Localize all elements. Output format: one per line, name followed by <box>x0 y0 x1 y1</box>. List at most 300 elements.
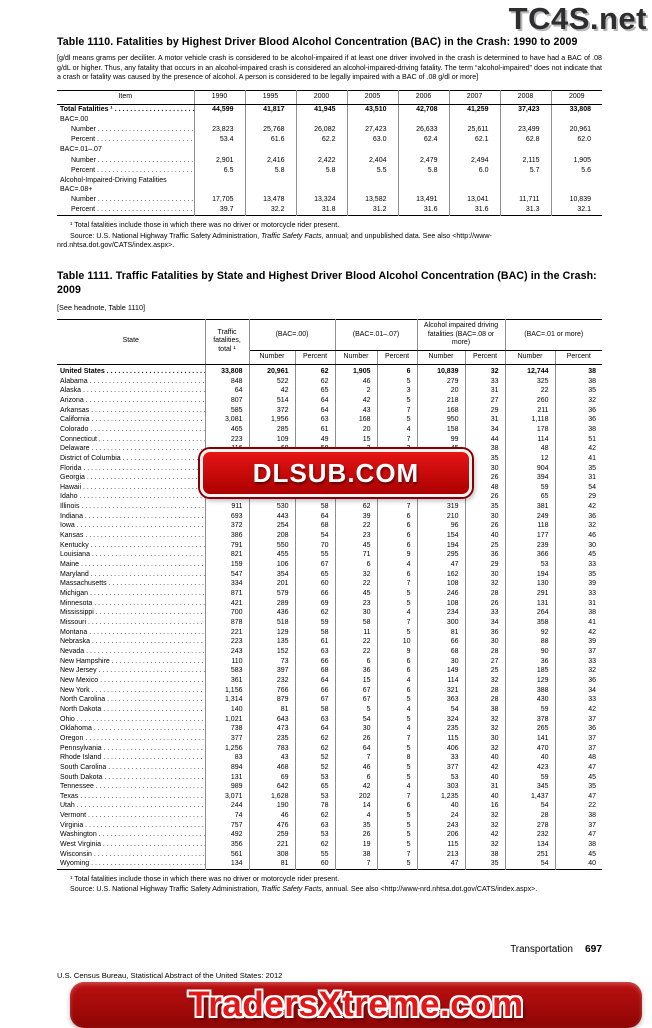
cell-value: 35 <box>335 821 377 831</box>
cell-value: 5 <box>377 715 417 725</box>
cell-value: 530 <box>249 502 295 512</box>
cell-value: 194 <box>417 541 465 551</box>
table-row <box>57 104 602 115</box>
cell-value: 421 <box>205 599 249 609</box>
table-row <box>57 512 602 522</box>
dlsub-watermark-text: DLSUB.COM <box>252 457 420 488</box>
cell-value: 221 <box>249 840 295 850</box>
cell-value: 22 <box>588 802 597 810</box>
cell-value: 366 <box>505 550 555 560</box>
cell-value: 190 <box>249 801 295 811</box>
row-label: Iowa . . . <box>57 521 205 531</box>
column-header-percent: Percent <box>555 351 602 365</box>
cell-value: 32 <box>465 724 505 734</box>
cell-value: 476 <box>249 821 295 831</box>
cell-value <box>398 176 449 195</box>
cell-value: 20,961 <box>249 364 295 376</box>
cell-value: 168 <box>335 415 377 425</box>
table-row <box>57 425 602 435</box>
cell-value: 6.5 <box>194 166 245 176</box>
cell-value: 65 <box>295 386 335 396</box>
cell-value: 4 <box>377 724 417 734</box>
cell-value: 26 <box>335 734 377 744</box>
cell-value: 44 <box>465 435 505 445</box>
cell-value: 32 <box>465 744 505 754</box>
row-label: Idaho . . . <box>57 492 205 502</box>
row-label: Alabama . . . <box>57 377 205 387</box>
cell-value: 6 <box>377 364 417 376</box>
cell-value: 386 <box>205 531 249 541</box>
cell-value: 129 <box>249 628 295 638</box>
cell-value: 693 <box>205 512 249 522</box>
table-row <box>57 830 602 840</box>
column-group-bac01-plus: (BAC=.01 or more) <box>505 319 602 350</box>
cell-value: 61.6 <box>245 135 296 145</box>
cell-value: 5 <box>335 705 377 715</box>
cell-value: 129 <box>505 676 555 686</box>
row-label: Pennsylvania . . . <box>57 744 205 754</box>
cell-value: 159 <box>205 560 249 570</box>
cell-value: 162 <box>417 570 465 580</box>
cell-value: 10,839 <box>569 195 591 203</box>
row-label: Percent . . . <box>57 135 194 145</box>
cell-value: 5.7 <box>500 166 551 176</box>
cell-value: 140 <box>205 705 249 715</box>
table-row <box>57 599 602 609</box>
row-label: Rhode Island . . . <box>57 753 205 763</box>
cell-value: 1,628 <box>249 792 295 802</box>
cell-value: 65 <box>295 570 335 580</box>
cell-value: 65 <box>295 782 335 792</box>
cell-value: 131 <box>205 773 249 783</box>
cell-value: 223 <box>205 637 249 647</box>
table-1111-headnote: [See headnote, Table 1110] <box>57 302 146 312</box>
cell-value: 53 <box>295 830 335 840</box>
cell-value: 5 <box>377 377 417 387</box>
cell-value: 88 <box>505 637 555 647</box>
cell-value: 30 <box>465 570 505 580</box>
column-header-number: Number <box>335 351 377 365</box>
cell-value: 40 <box>588 860 597 868</box>
cell-value: 38 <box>588 609 597 617</box>
cell-value: 579 <box>249 589 295 599</box>
cell-value: 33 <box>588 696 597 704</box>
table-row <box>57 579 602 589</box>
cell-value: 22 <box>335 647 377 657</box>
cell-value: 22 <box>335 521 377 531</box>
cell-value: 67 <box>335 695 377 705</box>
row-label: Texas . . . <box>57 792 205 802</box>
cell-value: 59 <box>505 705 555 715</box>
cell-value: 583 <box>205 666 249 676</box>
cell-value: 29 <box>465 560 505 570</box>
cell-value: 9 <box>377 550 417 560</box>
table-row <box>57 531 602 541</box>
cell-value: 243 <box>417 821 465 831</box>
cell-value: 22 <box>335 637 377 647</box>
table-1110-footnote: ¹ Total fatalities include those in which there was no driver or motorcycle rider present. <box>70 221 340 230</box>
cell-value: 443 <box>249 512 295 522</box>
cell-value: 32 <box>588 396 597 404</box>
cell-value: 26 <box>465 521 505 531</box>
cell-value: 55 <box>295 550 335 560</box>
cell-value: 81 <box>249 859 295 869</box>
cell-value: 35 <box>588 387 597 395</box>
cell-value: 115 <box>417 840 465 850</box>
table-row <box>57 724 602 734</box>
cell-value: 31.3 <box>500 205 551 216</box>
cell-value: 38 <box>465 705 505 715</box>
table-row <box>57 715 602 725</box>
cell-value: 28 <box>465 686 505 696</box>
tc4s-watermark <box>509 1 647 37</box>
cell-value <box>449 145 500 155</box>
cell-value: 33 <box>588 657 597 665</box>
row-label: Mississippi . . . <box>57 608 205 618</box>
cell-value: 130 <box>505 579 555 589</box>
row-label: Montana . . . <box>57 628 205 638</box>
cell-value: 47 <box>588 763 597 771</box>
cell-value: 37 <box>588 647 597 655</box>
cell-value: 31 <box>588 599 597 607</box>
row-label: Massachusetts . . . <box>57 579 205 589</box>
table-row <box>57 782 602 792</box>
cell-value: 232 <box>505 830 555 840</box>
cell-value: 29 <box>465 406 505 416</box>
cell-value: 43 <box>335 406 377 416</box>
cell-value: 6.0 <box>449 166 500 176</box>
cell-value: 27 <box>465 657 505 667</box>
cell-value: 23 <box>335 531 377 541</box>
cell-value: 30 <box>465 464 505 474</box>
row-label: BAC=.01–.07 <box>57 145 194 155</box>
cell-value <box>245 176 296 195</box>
cell-value: 643 <box>249 715 295 725</box>
cell-value: 22 <box>505 386 555 396</box>
cell-value: 90 <box>505 647 555 657</box>
cell-value: 158 <box>417 425 465 435</box>
cell-value: 32 <box>465 364 505 376</box>
cell-value <box>500 176 551 195</box>
source-publication: Traffic Safety Facts <box>261 231 322 240</box>
cell-value: 1,437 <box>505 792 555 802</box>
column-header-year: 2007 <box>449 90 500 104</box>
cell-value: 28 <box>465 647 505 657</box>
cell-value: 7 <box>377 435 417 445</box>
cell-value: 783 <box>249 744 295 754</box>
cell-value: 10,839 <box>417 364 465 376</box>
cell-value: 64 <box>205 386 249 396</box>
row-label: North Dakota . . . <box>57 705 205 715</box>
cell-value: 99 <box>417 435 465 445</box>
cell-value: 38 <box>335 850 377 860</box>
cell-value: 38 <box>588 377 597 385</box>
cell-value <box>194 145 245 155</box>
cell-value: 40 <box>465 531 505 541</box>
cell-value: 13,582 <box>347 195 398 205</box>
cell-value: 7 <box>335 859 377 869</box>
cell-value: 46 <box>249 811 295 821</box>
cell-value: 7 <box>377 406 417 416</box>
cell-value: 54 <box>295 531 335 541</box>
row-label: Georgia . . . <box>57 473 205 483</box>
cell-value: 62 <box>295 744 335 754</box>
cell-value: 37 <box>588 715 597 723</box>
cell-value: 321 <box>417 686 465 696</box>
cell-value: 32 <box>335 570 377 580</box>
cell-value: 406 <box>417 744 465 754</box>
table-row <box>57 115 602 125</box>
cell-value: 81 <box>417 628 465 638</box>
cell-value: 33 <box>588 590 597 598</box>
cell-value: 131 <box>505 599 555 609</box>
cell-value: 2 <box>335 386 377 396</box>
table-row <box>57 195 602 205</box>
column-group-bac00: (BAC=.00) <box>249 319 335 350</box>
cell-value: 12 <box>505 454 555 464</box>
cell-value: 202 <box>335 792 377 802</box>
table-1111-title: Table 1111. Traffic Fatalities by State and Highest Driver Blood Alcohol Concentration (BAC) in the Crash: 2009 <box>57 270 597 296</box>
cell-value: 911 <box>205 502 249 512</box>
cell-value: 60 <box>295 579 335 589</box>
row-label: Louisiana . . . <box>57 550 205 560</box>
table-row <box>57 801 602 811</box>
cell-value: 35 <box>588 783 597 791</box>
cell-value: 141 <box>505 734 555 744</box>
cell-value: 246 <box>417 589 465 599</box>
cell-value: 4 <box>377 608 417 618</box>
cell-value: 33 <box>588 561 597 569</box>
column-group-bac01-07: (BAC=.01–.07) <box>335 319 417 350</box>
cell-value: 1,956 <box>249 415 295 425</box>
row-label: Hawaii . . . <box>57 483 205 493</box>
cell-value: 42 <box>588 445 597 453</box>
cell-value: 291 <box>505 589 555 599</box>
table-row <box>57 705 602 715</box>
cell-value: 9 <box>377 647 417 657</box>
cell-value: 33 <box>465 377 505 387</box>
row-label: New Hampshire . . . <box>57 657 205 667</box>
table-row <box>57 753 602 763</box>
cell-value: 69 <box>295 599 335 609</box>
row-label: Alcohol-Impaired-Driving Fatalities BAC=.08+ <box>57 176 194 195</box>
cell-value: 251 <box>505 850 555 860</box>
cell-value: 36 <box>465 550 505 560</box>
cell-value <box>296 115 347 125</box>
cell-value: 48 <box>505 444 555 454</box>
row-label: West Virginia . . . <box>57 840 205 850</box>
table-row <box>57 811 602 821</box>
source-text: , annual; and unpublished data. See also <http://www-nrd.nhtsa.dot.gov/CATS/index.aspx>. <box>57 231 492 249</box>
cell-value: 54 <box>505 801 555 811</box>
column-group-bac08: Alcohol impaired driving fatalities (BAC=.08 or more) <box>417 319 505 350</box>
cell-value: 473 <box>249 724 295 734</box>
cell-value: 64 <box>295 724 335 734</box>
column-header-total: Traffic fatalities, total ¹ <box>205 319 249 364</box>
table-row <box>57 156 602 166</box>
cell-value: 1,905 <box>573 156 591 164</box>
cell-value: 32 <box>465 821 505 831</box>
cell-value: 6 <box>377 801 417 811</box>
cell-value: 33 <box>465 608 505 618</box>
cell-value: 25 <box>465 666 505 676</box>
row-label: Indiana . . . <box>57 512 205 522</box>
cell-value: 7 <box>335 753 377 763</box>
table-row <box>57 176 602 195</box>
cell-value: 40 <box>465 753 505 763</box>
cell-value: 1,235 <box>417 792 465 802</box>
cell-value: 264 <box>505 608 555 618</box>
table-row <box>57 364 602 376</box>
cell-value: 37 <box>588 744 597 752</box>
cell-value: 69 <box>249 773 295 783</box>
cell-value: 377 <box>417 763 465 773</box>
cell-value: 5.8 <box>245 166 296 176</box>
cell-value <box>398 115 449 125</box>
cell-value: 5 <box>377 811 417 821</box>
row-label: Nevada . . . <box>57 647 205 657</box>
cell-value: 178 <box>505 425 555 435</box>
cell-value: 4 <box>377 560 417 570</box>
cell-value: 260 <box>505 396 555 406</box>
cell-value: 66 <box>295 686 335 696</box>
cell-value: 42,708 <box>398 104 449 115</box>
row-label: Maryland . . . <box>57 570 205 580</box>
column-header-number: Number <box>249 351 295 365</box>
cell-value: 7 <box>377 618 417 628</box>
table-1111-source <box>57 885 602 894</box>
cell-value: 54 <box>588 483 597 491</box>
cell-value: 244 <box>205 801 249 811</box>
cell-value: 67 <box>295 560 335 570</box>
cell-value: 23 <box>335 599 377 609</box>
cell-value: 6 <box>377 657 417 667</box>
cell-value: 58 <box>295 502 335 512</box>
cell-value: 35 <box>465 859 505 869</box>
cell-value: 154 <box>417 531 465 541</box>
table-row <box>57 608 602 618</box>
cell-value: 300 <box>417 618 465 628</box>
cell-value: 2,494 <box>449 156 500 166</box>
cell-value: 585 <box>205 406 249 416</box>
table-row <box>57 637 602 647</box>
row-label: Kentucky . . . <box>57 541 205 551</box>
row-label: Ohio . . . <box>57 715 205 725</box>
cell-value: 6 <box>377 570 417 580</box>
cell-value: 46 <box>335 377 377 387</box>
column-header-year: 1995 <box>245 90 296 104</box>
row-label: Number . . . <box>57 195 194 205</box>
cell-value: 109 <box>249 435 295 445</box>
cell-value: 40 <box>505 753 555 763</box>
cell-value: 36 <box>588 725 597 733</box>
cell-value <box>245 115 296 125</box>
cell-value: 372 <box>205 521 249 531</box>
cell-value: 31 <box>465 386 505 396</box>
column-header-percent: Percent <box>377 351 417 365</box>
cell-value: 31 <box>588 474 597 482</box>
column-header-year: 1990 <box>194 90 245 104</box>
cell-value: 45 <box>588 773 597 781</box>
cell-value: 62.4 <box>398 135 449 145</box>
cell-value: 74 <box>205 811 249 821</box>
cell-value: 26,633 <box>398 125 449 135</box>
cell-value: 43 <box>249 753 295 763</box>
cell-value: 152 <box>249 647 295 657</box>
cell-value: 32.1 <box>577 205 591 213</box>
cell-value: 423 <box>505 763 555 773</box>
cell-value: 259 <box>249 830 295 840</box>
cell-value: 78 <box>295 801 335 811</box>
cell-value: 37 <box>588 821 597 829</box>
cell-value: 950 <box>417 415 465 425</box>
cell-value: 108 <box>417 599 465 609</box>
cell-value: 64 <box>295 676 335 686</box>
page-footer-right <box>510 944 602 955</box>
cell-value <box>194 176 245 195</box>
table-row <box>57 695 602 705</box>
cell-value: 31.6 <box>398 205 449 216</box>
cell-value: 32 <box>465 579 505 589</box>
cell-value: 2,901 <box>194 156 245 166</box>
cell-value: 5 <box>377 821 417 831</box>
cell-value: 41,259 <box>449 104 500 115</box>
cell-value: 67 <box>295 695 335 705</box>
cell-value: 25,611 <box>449 125 500 135</box>
cell-value: 5.8 <box>398 166 449 176</box>
cell-value: 53 <box>417 773 465 783</box>
cell-value: 42 <box>588 503 597 511</box>
cell-value: 37,423 <box>500 104 551 115</box>
cell-value: 7 <box>377 734 417 744</box>
cell-value: 550 <box>249 541 295 551</box>
cell-value: 4 <box>377 705 417 715</box>
table-row <box>57 377 602 387</box>
row-label: Oregon . . . <box>57 734 205 744</box>
cell-value: 4 <box>335 811 377 821</box>
table-1111-group-header-row <box>57 319 602 350</box>
cell-value: 3,081 <box>205 415 249 425</box>
cell-value: 430 <box>505 695 555 705</box>
cell-value: 38 <box>465 444 505 454</box>
cell-value: 871 <box>205 589 249 599</box>
row-label: New York . . . <box>57 686 205 696</box>
cell-value: 177 <box>505 531 555 541</box>
cell-value: 38 <box>588 812 597 820</box>
cell-value: 63 <box>295 715 335 725</box>
table-row <box>57 618 602 628</box>
row-label: Illinois . . . <box>57 502 205 512</box>
cell-value: 38 <box>465 850 505 860</box>
row-label: United States . . . <box>57 364 205 376</box>
cell-value: 40 <box>417 801 465 811</box>
cell-value: 2,479 <box>398 156 449 166</box>
cell-value: 134 <box>505 840 555 850</box>
column-header-year: 2009 <box>551 90 602 104</box>
cell-value: 522 <box>249 377 295 387</box>
cell-value: 235 <box>417 724 465 734</box>
cell-value: 68 <box>417 647 465 657</box>
cell-value: 37 <box>588 734 597 742</box>
cell-value: 185 <box>505 666 555 676</box>
cell-value: 4 <box>377 425 417 435</box>
cell-value: 295 <box>417 550 465 560</box>
cell-value: 232 <box>249 676 295 686</box>
cell-value: 36 <box>588 416 597 424</box>
table-row <box>57 550 602 560</box>
cell-value <box>398 145 449 155</box>
cell-value: 468 <box>249 763 295 773</box>
